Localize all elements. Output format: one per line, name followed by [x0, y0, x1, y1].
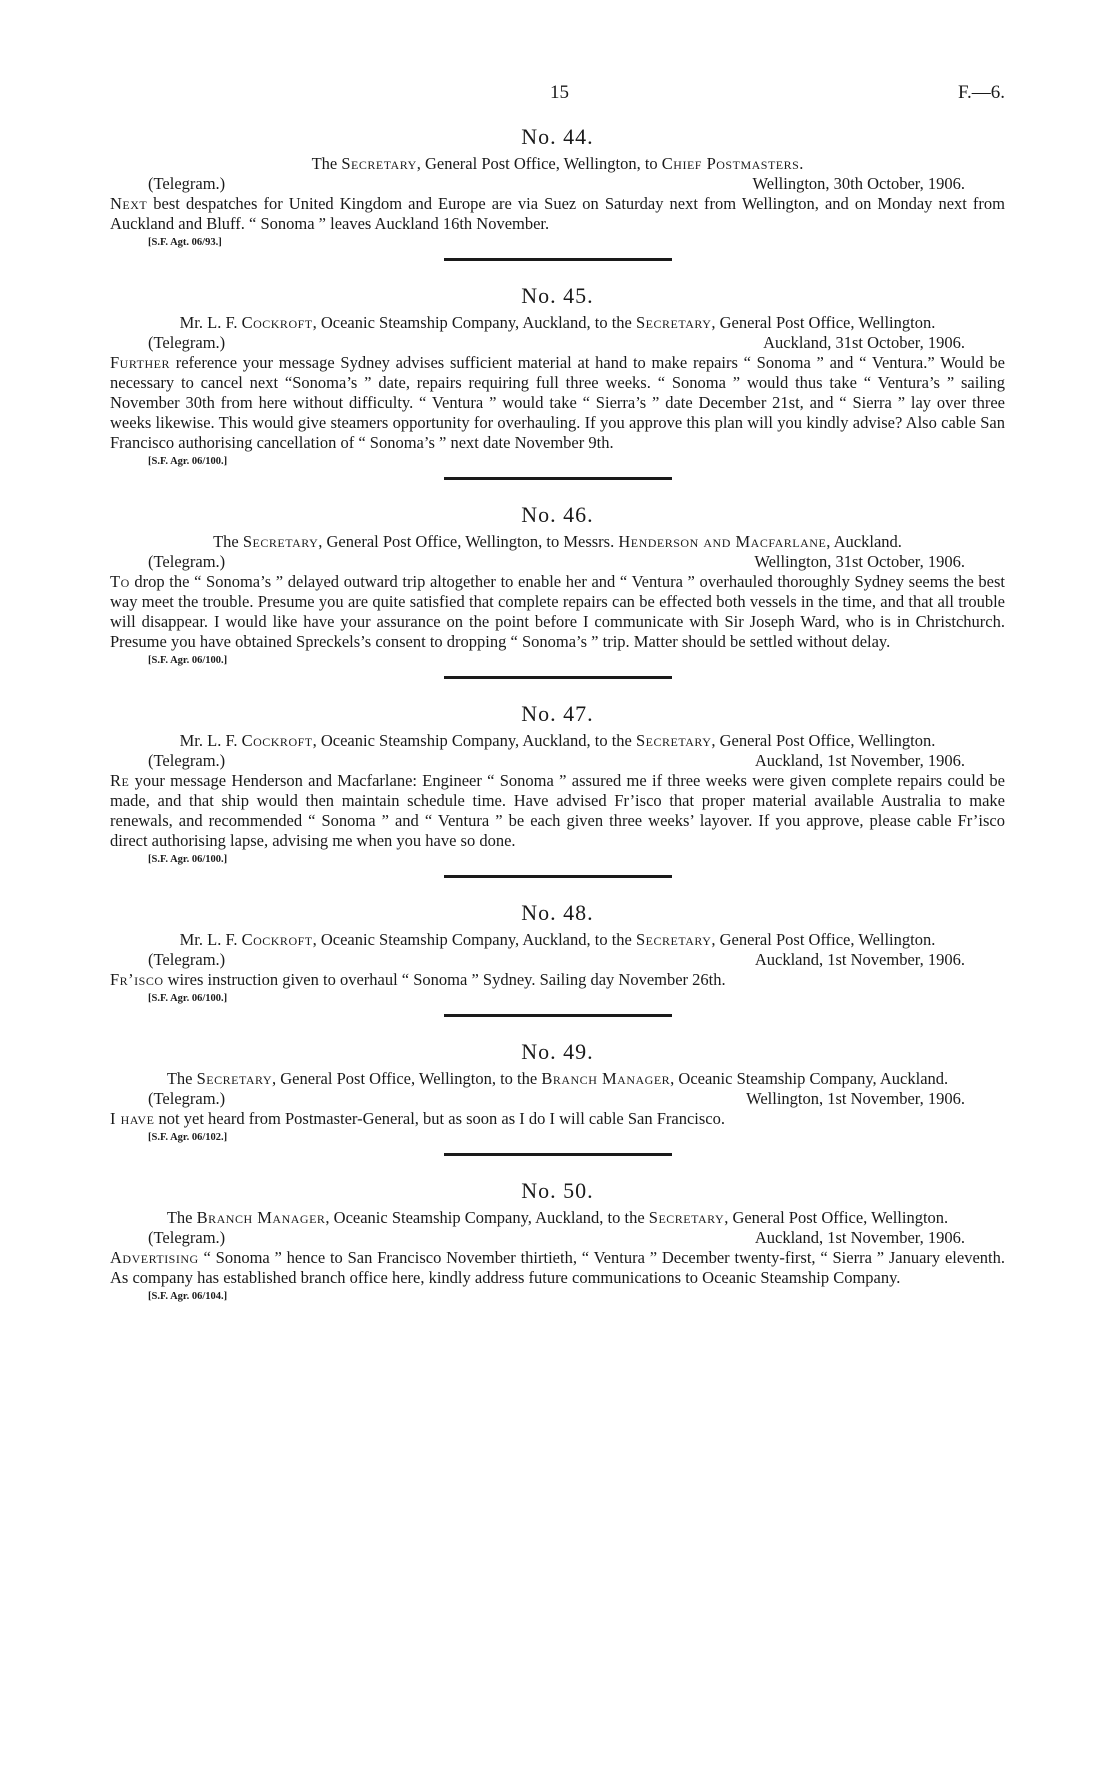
address-recipient: Secretary [635, 313, 712, 332]
place-date: Auckland, 1st November, 1906. [754, 950, 965, 969]
section-divider [444, 875, 672, 878]
entry-addressline [110, 1208, 1005, 1228]
address-part: , Auckland. [826, 532, 902, 551]
address-part: , Oceanic Steamship Company, Auckland. [670, 1069, 949, 1088]
entry-meta [110, 1089, 1005, 1109]
address-part: , General Post Office, Wellington. [711, 731, 936, 750]
entry-addressline [110, 532, 1005, 552]
entry-number: No. 50. [521, 1178, 594, 1203]
file-reference: [S.F. Agr. 06/100.] [148, 993, 228, 1004]
address-part: , General Post Office, Wellington, to Messrs. [318, 532, 619, 551]
address-part: The [166, 1069, 197, 1088]
page-header [110, 82, 1005, 122]
address-part: , Oceanic Steamship Company, Auckland, to the [312, 930, 636, 949]
file-reference: [S.F. Agr. 06/100.] [148, 854, 228, 865]
entry-body [110, 194, 1005, 234]
entry [110, 124, 1005, 261]
body-text: your message Henderson and Macfarlane: Engineer “ Sonoma ” assured me if three weeks were given complete repairs could be made, and that ship would then maintain schedule time. Have advised Fr’isco that proper material available Australia to make renewals, and recommended “ Sonoma ” and “ Ventura ” be each given three weeks’ layover. If you approve, please cable Fr’isco direct authorising lapse, advising me when you have so done. [110, 771, 1005, 850]
entry-number: No. 45. [521, 283, 594, 308]
file-reference: [S.F. Agr. 06/102.] [148, 1132, 228, 1143]
entry-body [110, 771, 1005, 851]
entry-meta [110, 333, 1005, 353]
file-reference: [S.F. Agr. 06/104.] [148, 1291, 228, 1302]
body-lead-word: Advertising [110, 1248, 199, 1267]
entry-number: No. 48. [521, 900, 594, 925]
entry-number: No. 46. [521, 502, 594, 527]
entry-number: No. 47. [521, 701, 594, 726]
entry-body [110, 1248, 1005, 1288]
entry-body [110, 353, 1005, 453]
entry-addressline [110, 930, 1005, 950]
address-sender: Cockroft [241, 313, 313, 332]
address-sender: Secretary [196, 1069, 272, 1088]
document-page [110, 82, 1005, 1304]
entry [110, 502, 1005, 679]
address-part: Mr. L. F. [179, 731, 242, 750]
address-part: , Oceanic Steamship Company, Auckland, to the [312, 731, 636, 750]
place-date: Auckland, 31st October, 1906. [763, 333, 965, 352]
address-recipient: Secretary [648, 1208, 725, 1227]
address-part: , General Post Office, Wellington. [711, 313, 936, 332]
address-recipient: Chief Postmasters [661, 154, 800, 173]
address-part: Mr. L. F. [179, 930, 242, 949]
address-part: , General Post Office, Wellington. [724, 1208, 949, 1227]
section-divider [444, 477, 672, 480]
address-recipient: Henderson and Macfarlane [618, 532, 827, 551]
address-part: . [799, 154, 804, 173]
body-text: reference your message Sydney advises sufficient material at hand to make repairs “ Sonoma ” and “ Ventura.” Would be necessary to cancel next “Sonoma’s ” date, repairs requiring full three weeks. “ Sonoma ” would thus take “ Ventura’s ” sailing November 30th from here without difficulty. “ Ventura ” would take “ Sierra’s ” date December 21st, and “ Sierra ” lay over three weeks likewise. This would give steamers opportunity for overhauling. If you approve this plan will you kindly advise? Also cable San Francisco authorising cancellation of “ Sonoma’s ” next date November 9th. [110, 353, 1005, 452]
address-part: , General Post Office, Wellington. [711, 930, 936, 949]
entry-body [110, 1109, 1005, 1129]
file-reference: [S.F. Agr. 06/100.] [148, 655, 228, 666]
entry-number: No. 44. [521, 124, 594, 149]
address-recipient: Secretary [635, 731, 712, 750]
place-date: Auckland, 1st November, 1906. [754, 1228, 965, 1247]
body-text: drop the “ Sonoma’s ” delayed outward trip altogether to enable her and “ Ventura ” overhauled thoroughly Sydney seems the best way meet the trouble. Presume you are quite satisfied that complete repairs can be effected both vessels in the time, and that all trouble will disappear. I would like have your assurance on the point before I communicate with Sir Joseph Ward, who is in Christchurch. Presume you have obtained Spreckels’s consent to dropping “ Sonoma’s ” trip. Matter should be settled without delay. [110, 572, 1005, 651]
document-reference: F.—6. [957, 82, 1005, 103]
file-reference: [S.F. Agt. 06/93.] [148, 237, 222, 248]
entry-addressline [110, 1069, 1005, 1089]
address-sender: Branch Manager [196, 1208, 326, 1227]
entry-addressline [110, 731, 1005, 751]
entry [110, 1178, 1005, 1304]
entry-meta [110, 1228, 1005, 1248]
address-part: The [311, 154, 342, 173]
section-divider [444, 1153, 672, 1156]
place-date: Wellington, 30th October, 1906. [752, 174, 965, 193]
body-text: wires instruction given to overhaul “ Sonoma ” Sydney. Sailing day November 26th. [163, 970, 726, 989]
address-sender: Cockroft [241, 930, 313, 949]
message-type: (Telegram.) [148, 174, 226, 193]
body-lead-word: To [110, 572, 130, 591]
entry-number: No. 49. [521, 1039, 594, 1064]
address-sender: Secretary [341, 154, 417, 173]
address-part: The [213, 532, 243, 551]
place-date: Wellington, 1st November, 1906. [746, 1089, 965, 1108]
address-part: , Oceanic Steamship Company, Auckland, to the [312, 313, 636, 332]
message-type: (Telegram.) [148, 751, 226, 770]
entries-list [110, 124, 1005, 1304]
entry-meta [110, 552, 1005, 572]
entry [110, 1039, 1005, 1156]
message-type: (Telegram.) [148, 1228, 226, 1247]
entry-body [110, 572, 1005, 652]
address-part: The [166, 1208, 197, 1227]
body-lead-word: Further [110, 353, 170, 372]
entry-meta [110, 950, 1005, 970]
page-number: 15 [550, 82, 569, 103]
entry [110, 900, 1005, 1017]
section-divider [444, 1014, 672, 1017]
entry-body [110, 970, 1005, 990]
entry-meta [110, 174, 1005, 194]
place-date: Auckland, 1st November, 1906. [754, 751, 965, 770]
address-sender: Cockroft [241, 731, 313, 750]
message-type: (Telegram.) [148, 552, 226, 571]
body-lead-word: Re [110, 771, 130, 790]
body-text: not yet heard from Postmaster-General, but as soon as I do I will cable San Francisco. [154, 1109, 726, 1128]
place-date: Wellington, 31st October, 1906. [754, 552, 965, 571]
body-text: best despatches for United Kingdom and Europe are via Suez on Saturday next from Wellington, and on Monday next from Auckland and Bluff. “ Sonoma ” leaves Auckland 16th November. [110, 194, 1005, 233]
address-recipient: Branch Manager [541, 1069, 671, 1088]
message-type: (Telegram.) [148, 950, 226, 969]
body-lead-word: I have [110, 1109, 155, 1128]
address-part: , General Post Office, Wellington, to [416, 154, 662, 173]
body-lead-word: Next [110, 194, 148, 213]
message-type: (Telegram.) [148, 1089, 226, 1108]
section-divider [444, 676, 672, 679]
address-part: , Oceanic Steamship Company, Auckland, to the [325, 1208, 649, 1227]
entry [110, 283, 1005, 480]
section-divider [444, 258, 672, 261]
entry-meta [110, 751, 1005, 771]
address-part: Mr. L. F. [179, 313, 242, 332]
entry-addressline [110, 313, 1005, 333]
message-type: (Telegram.) [148, 333, 226, 352]
entry-addressline [110, 154, 1005, 174]
address-part: , General Post Office, Wellington, to the [272, 1069, 542, 1088]
address-sender: Secretary [242, 532, 319, 551]
file-reference: [S.F. Agr. 06/100.] [148, 456, 228, 467]
body-lead-word: Fr’isco [110, 970, 164, 989]
body-text: “ Sonoma ” hence to San Francisco November thirtieth, “ Ventura ” December twenty-first, “ Sierra ” January eleventh. As company has established branch office here, kindly address future communications to Oceanic Steamship Company. [110, 1248, 1005, 1287]
address-recipient: Secretary [635, 930, 712, 949]
entry [110, 701, 1005, 878]
